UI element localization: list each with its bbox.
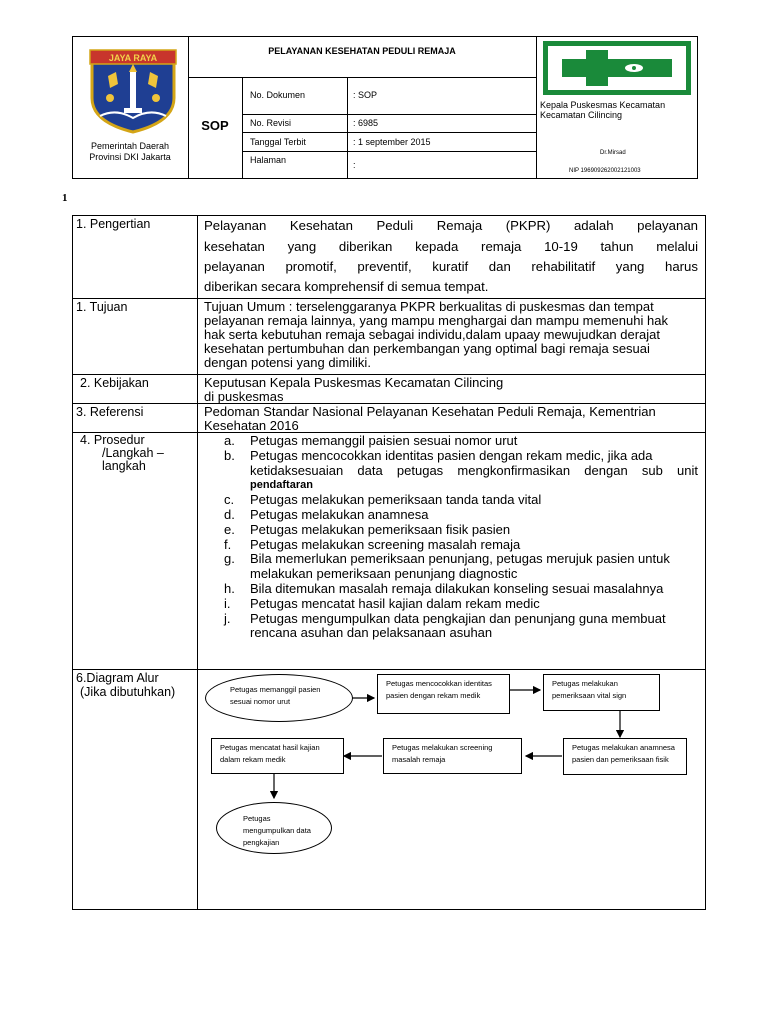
row-label-halaman: Halaman bbox=[250, 155, 287, 165]
gov-line-2: Provinsi DKI Jakarta bbox=[89, 152, 171, 162]
tujuan-line-1: Tujuan Umum : terselenggaranya PKPR berkualitas di puskesmas dan tempat bbox=[204, 299, 654, 314]
row-label-revisi: No. Revisi bbox=[250, 118, 292, 128]
signer-nip: NIP 196909262002121003 bbox=[569, 168, 641, 174]
pengertian-line-3: pelayanan promotif, preventif, kuratif dan rehabilitatif yang harus bbox=[204, 259, 698, 274]
list-item: h. Bila ditemukan masalah remaja dilakukan konseling sesuai masalahnya bbox=[224, 580, 664, 596]
pengertian-line-1: Pelayanan Kesehatan Peduli Remaja (PKPR) adalah pelayanan bbox=[204, 218, 698, 233]
prosedur-list bbox=[224, 434, 698, 641]
flow-node-end: Petugas mengumpulkan data pengkajian bbox=[216, 802, 332, 854]
referensi-line-1: Pedoman Standar Nasional Pelayanan Kesehatan Peduli Remaja, Kementrian bbox=[204, 404, 656, 419]
row-value-dokumen: : SOP bbox=[353, 90, 378, 100]
label-prosedur-2: /Langkah – bbox=[102, 446, 164, 460]
flow-node-start: Petugas memanggil pasien sesuai nomor urut bbox=[205, 674, 353, 722]
kebijakan-line-1: Keputusan Kepala Puskesmas Kecamatan Cilincing bbox=[204, 375, 504, 390]
flow-node-anamnesa: Petugas melakukan anamnesa pasien dan pemeriksaan fisik bbox=[563, 738, 687, 775]
page-number: 1 bbox=[62, 192, 68, 204]
row-value-tanggal: : 1 september 2015 bbox=[353, 137, 431, 147]
flow-node-screening: Petugas melakukan screening masalah remaja bbox=[383, 738, 522, 774]
list-item: d. Petugas melakukan anamnesa bbox=[224, 506, 429, 522]
label-prosedur-3: langkah bbox=[102, 459, 146, 473]
tujuan-line-4: kesehatan pertumbuhan dan perkembangan yang optimal bagi remaja sesuai bbox=[204, 341, 650, 356]
tujuan-line-5: dengan potensi yang dimiliki. bbox=[204, 355, 371, 370]
label-tujuan: 1. Tujuan bbox=[76, 300, 128, 314]
right-line-2: Kecamatan Cilincing bbox=[540, 110, 623, 120]
list-item: b. Petugas mencocokkan identitas pasien dengan rekam medic, jika ada ketidaksesuaian data petugas mengkonfirmasikan dengan sub unit pendaftaran bbox=[224, 447, 698, 492]
list-item: a. Petugas memanggil paisien sesuai nomor urut bbox=[224, 433, 518, 448]
list-item: j. Petugas mengumpulkan data pengkajian dan penunjang guna membuat rencana asuhan dan pelaksanaan asuhan bbox=[224, 610, 666, 641]
tujuan-line-2: pelayanan remaja lainnya, yang mampu menghargai dan mampu memenuhi hak bbox=[204, 313, 668, 328]
right-line-1: Kepala Puskesmas Kecamatan bbox=[540, 100, 666, 110]
jaya-raya-emblem bbox=[86, 46, 180, 134]
label-prosedur-1: 4. Prosedur bbox=[80, 433, 145, 447]
signer-name: Dr.Mirsad bbox=[600, 150, 626, 156]
pengertian-line-4: diberikan secara komprehensif di semua tempat. bbox=[204, 279, 489, 294]
row-label-tanggal: Tanggal Terbit bbox=[250, 137, 306, 147]
emblem-text: JAYA RAYA bbox=[108, 53, 158, 63]
row-value-revisi: : 6985 bbox=[353, 118, 379, 128]
list-item: f. Petugas melakukan screening masalah remaja bbox=[224, 536, 521, 552]
flow-node-vital-sign: Petugas melakukan pemeriksaan vital sign bbox=[543, 674, 660, 711]
gov-line-1: Pemerintah Daerah bbox=[90, 141, 170, 151]
label-diagram-1: 6.Diagram Alur bbox=[76, 671, 159, 685]
row-label-dokumen: No. Dokumen bbox=[250, 90, 306, 100]
list-item: e. Petugas melakukan pemeriksaan fisik pasien bbox=[224, 521, 511, 537]
list-item: g. Bila memerlukan pemeriksaan penunjang, petugas merujuk pasien untuk melakukan pemeriksaan penunjang diagnostic bbox=[224, 551, 670, 582]
document-title: PELAYANAN KESEHATAN PEDULI REMAJA bbox=[268, 46, 456, 56]
row-value-halaman: : bbox=[353, 160, 356, 170]
label-diagram-2: (Jika dibutuhkan) bbox=[80, 685, 176, 699]
referensi-line-2: Kesehatan 2016 bbox=[204, 418, 299, 433]
kebijakan-line-2: di puskesmas bbox=[204, 389, 284, 404]
sop-label: SOP bbox=[201, 118, 229, 133]
tujuan-line-3: hak serta kebutuhan remaja sebagai individu,dalam upaay mewujudkan derajat bbox=[204, 327, 661, 342]
label-kebijakan: 2. Kebijakan bbox=[80, 376, 149, 390]
pengertian-line-2: kesehatan yang diberikan kepada remaja 10-19 tahun melalui bbox=[204, 238, 698, 254]
flow-node-catat: Petugas mencatat hasil kajian dalam rekam medik bbox=[211, 738, 344, 774]
label-referensi: 3. Referensi bbox=[76, 405, 144, 419]
list-item: i. Petugas mencatat hasil kajian dalam rekam medic bbox=[224, 595, 540, 611]
puskesmas-logo bbox=[542, 40, 692, 96]
list-item: c. Petugas melakukan pemeriksaan tanda tanda vital bbox=[224, 492, 542, 508]
label-pengertian: 1. Pengertian bbox=[76, 217, 151, 231]
flow-node-identitas: Petugas mencocokkan identitas pasien dengan rekam medik bbox=[377, 674, 510, 714]
